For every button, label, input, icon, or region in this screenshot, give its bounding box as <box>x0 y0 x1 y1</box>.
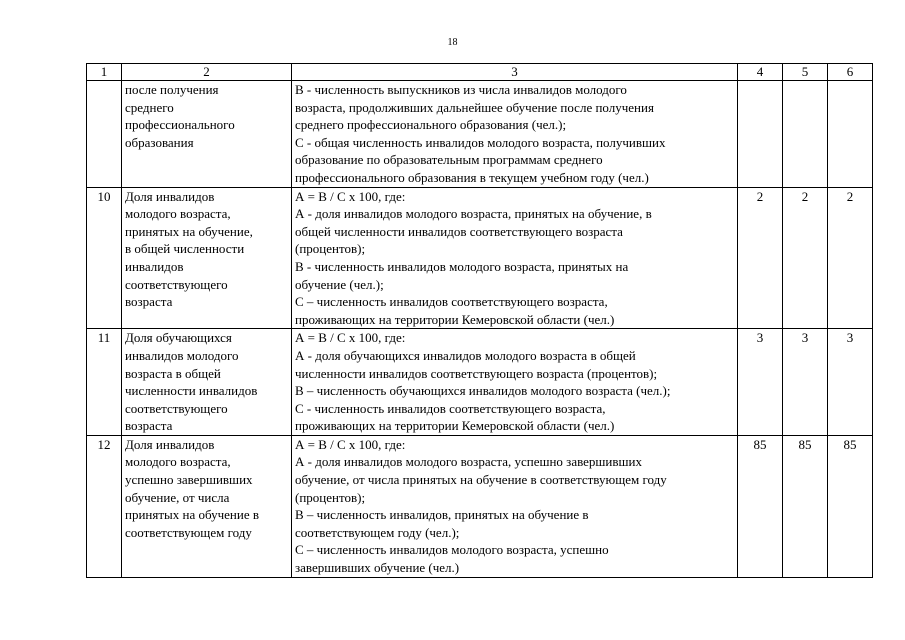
value-cell-col5: 3 <box>783 329 828 436</box>
value-cell-col6: 2 <box>828 187 873 329</box>
text-line: А = В / С х 100, где: <box>295 436 406 452</box>
text-line: в общей численности <box>125 241 245 257</box>
text-line: А - доля инвалидов молодого возраста, успешно завершивших <box>295 454 642 470</box>
text-line: возраста, продолживших дальнейшее обучение после получения <box>295 99 654 115</box>
text-line: соответствующего <box>125 400 228 416</box>
text-line: С – численность инвалидов молодого возраста, успешно <box>295 542 609 558</box>
text-line: молодого возраста, <box>125 206 231 222</box>
text-line: инвалидов молодого <box>125 347 239 363</box>
value-cell-col4: 2 <box>738 187 783 329</box>
value-cell-col4: 85 <box>738 435 783 577</box>
formula-cell <box>292 81 738 188</box>
text-line: среднего профессионального образования (чел.); <box>295 117 567 133</box>
value-cell-col4: 3 <box>738 329 783 436</box>
text-line: возраста в общей <box>125 365 221 381</box>
text-line: А = В / С х 100, где: <box>295 188 406 204</box>
text-line: проживающих на территории Кемеровской области (чел.) <box>295 418 615 434</box>
indicators-table <box>86 63 873 578</box>
text-line: общей численности инвалидов соответствующего возраста <box>295 223 623 239</box>
formula-cell <box>292 187 738 329</box>
text-line: Доля инвалидов <box>125 436 215 452</box>
formula-cell <box>292 329 738 436</box>
indicator-name-cell <box>122 81 292 188</box>
text-line: соответствующем году (чел.); <box>295 524 460 540</box>
column-header: 6 <box>828 64 873 81</box>
indicator-name-cell <box>122 187 292 329</box>
value-cell-col6: 3 <box>828 329 873 436</box>
column-header: 3 <box>292 64 738 81</box>
text-line: С - общая численность инвалидов молодого возраста, получивших <box>295 134 666 150</box>
text-line: (процентов); <box>295 241 366 257</box>
value-cell-col5: 85 <box>783 435 828 577</box>
text-line: профессионального образования в текущем учебном году (чел.) <box>295 169 649 185</box>
text-line: профессионального <box>125 117 235 133</box>
text-line: В – численность инвалидов, принятых на обучение в <box>295 507 589 523</box>
text-line: С - численность инвалидов соответствующего возраста, <box>295 400 606 416</box>
value-cell-col6: 85 <box>828 435 873 577</box>
table-header-row <box>87 64 873 81</box>
indicator-name-cell <box>122 329 292 436</box>
text-line: принятых на обучение, <box>125 223 253 239</box>
text-line: образование по образовательным программам среднего <box>295 152 603 168</box>
text-line: среднего <box>125 99 174 115</box>
text-line: соответствующего <box>125 276 228 292</box>
text-line: принятых на обучение в <box>125 507 259 523</box>
text-line: завершивших обучение (чел.) <box>295 560 460 576</box>
text-line: численности инвалидов соответствующего возраста (процентов); <box>295 365 658 381</box>
text-line: А - доля инвалидов молодого возраста, принятых на обучение, в <box>295 206 652 222</box>
text-line: В - численность выпускников из числа инвалидов молодого <box>295 82 627 97</box>
row-number-cell: 10 <box>87 187 122 329</box>
text-line: обучение, от числа <box>125 489 230 505</box>
text-line: В - численность инвалидов молодого возраста, принятых на <box>295 258 629 274</box>
text-line: возраста <box>125 294 173 310</box>
value-cell-col4 <box>738 81 783 188</box>
text-line: образования <box>125 134 194 150</box>
text-line: А - доля обучающихся инвалидов молодого возраста в общей <box>295 347 636 363</box>
value-cell-col6 <box>828 81 873 188</box>
text-line: возраста <box>125 418 173 434</box>
text-line: Доля инвалидов <box>125 188 215 204</box>
text-line: молодого возраста, <box>125 454 231 470</box>
table-row <box>87 435 873 577</box>
value-cell-col5: 2 <box>783 187 828 329</box>
text-line: численности инвалидов <box>125 383 258 399</box>
table-row <box>87 81 873 188</box>
text-line: (процентов); <box>295 489 366 505</box>
text-line: В – численность обучающихся инвалидов молодого возраста (чел.); <box>295 383 671 399</box>
row-number-cell: 11 <box>87 329 122 436</box>
text-line: после получения <box>125 82 219 97</box>
row-number-cell: 12 <box>87 435 122 577</box>
row-number-cell <box>87 81 122 188</box>
text-line: инвалидов <box>125 258 184 274</box>
page-number: 18 <box>447 37 458 48</box>
text-line: С – численность инвалидов соответствующего возраста, <box>295 294 608 310</box>
column-header: 4 <box>738 64 783 81</box>
text-line: обучение (чел.); <box>295 276 384 292</box>
indicator-name-cell <box>122 435 292 577</box>
table-row <box>87 187 873 329</box>
column-header: 2 <box>122 64 292 81</box>
text-line: обучение, от числа принятых на обучение в соответствующем году <box>295 472 667 488</box>
text-line: А = В / С х 100, где: <box>295 330 406 346</box>
text-line: проживающих на территории Кемеровской области (чел.) <box>295 311 615 327</box>
text-line: Доля обучающихся <box>125 330 232 346</box>
column-header: 1 <box>87 64 122 81</box>
table-row <box>87 329 873 436</box>
column-header: 5 <box>783 64 828 81</box>
value-cell-col5 <box>783 81 828 188</box>
text-line: соответствующем году <box>125 524 252 540</box>
text-line: успешно завершивших <box>125 472 253 488</box>
formula-cell <box>292 435 738 577</box>
